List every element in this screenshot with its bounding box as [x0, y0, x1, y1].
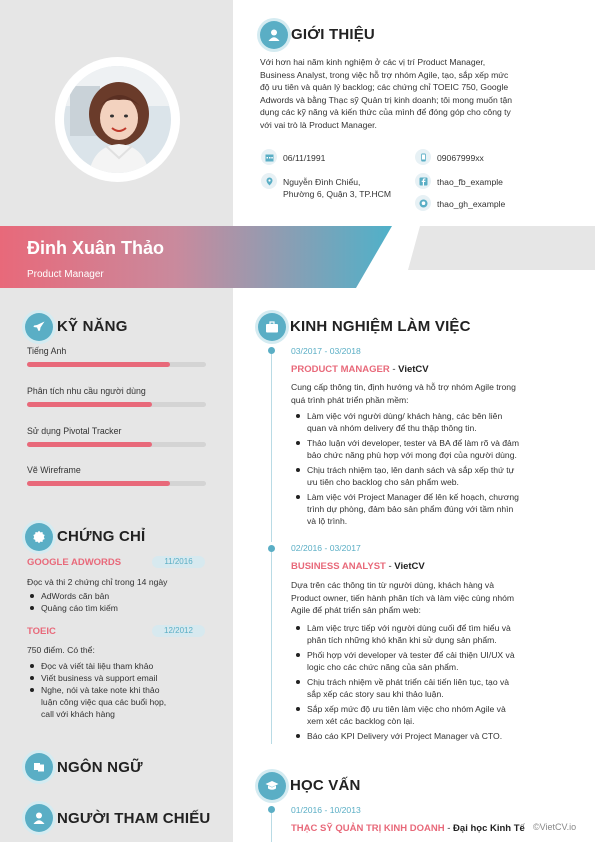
- job-summary: Cung cấp thông tin, định hướng và hỗ trợ nhóm Agile trong quá trình phát triển phần mềm:: [291, 382, 516, 405]
- banner-decoration: [408, 226, 595, 270]
- briefcase-icon: [258, 313, 286, 341]
- references-title: NGƯỜI THAM CHIẾU: [57, 810, 211, 827]
- birthday: 06/11/1991: [283, 153, 326, 163]
- github-icon: [415, 195, 431, 211]
- skill-label: Vẽ Wireframe: [27, 465, 81, 475]
- timeline-dot: [268, 806, 275, 813]
- skill-label: Phân tích nhu cầu người dùng: [27, 386, 146, 396]
- intro-text: Với hơn hai năm kinh nghiệm ở các vị trí Product Manager, Business Analyst, trong việc hỗ trợ nhóm Agile, tạo, sắp xếp mức độ ưu tiên và quản lý backlog; các chứng chỉ TOEIC 750, Google Adwords và bằng Thạc sỹ Quản trị kinh doanh; tôi mong muốn tận dụng các kỹ năng và kiến thức của mình để đóng góp cho công ty với vai trò là Product Manager.: [260, 57, 513, 130]
- certs-title: CHỨNG CHỈ: [57, 528, 146, 545]
- cert-bullets: Đọc và viết tài liệu tham khảo Viết business và support email Nghe, nói và take note khi thảo luận công việc qua các buổi họp, call với khách hàng: [27, 660, 222, 720]
- timeline-dot: [268, 347, 275, 354]
- skills-title: KỸ NĂNG: [57, 318, 128, 335]
- cert-bullets: AdWords căn bản Quảng cáo tìm kiếm: [27, 590, 217, 614]
- address: Nguyễn Đình Chiểu, Phường 6, Quận 3, TP.HCM: [283, 177, 392, 199]
- avatar: [64, 66, 171, 173]
- github[interactable]: thao_gh_example: [437, 199, 506, 209]
- cert-desc: Đọc và thi 2 chứng chỉ trong 14 ngày: [27, 577, 168, 587]
- job-bullets: Làm việc trực tiếp với người dùng cuối để tìm hiểu và phân tích những khó khăn khi sử dụng sản phẩm. Phối hợp với developer và tester để cải thiện UI/UX và logic cho các chức năng của sản phẩm. Chịu trách nhiệm về phát triển cải tiến liên tục, tạo và sắp xếp các story sau khi thảo luận. Sắp xếp mức độ ưu tiên làm việc cho nhóm Agile và xem xét các backlog còn lại. Báo cáo KPI Delivery với Project Manager và CTO.: [293, 622, 583, 742]
- job-date: 03/2017 - 03/2018: [291, 346, 361, 356]
- facebook-icon: [415, 173, 431, 189]
- job-title: PRODUCT MANAGER - VietCV: [291, 364, 429, 375]
- timeline-line: [271, 350, 272, 542]
- facebook[interactable]: thao_fb_example: [437, 177, 503, 187]
- skill-bar: [27, 481, 206, 486]
- skill-label: Sử dụng Pivotal Tracker: [27, 426, 122, 436]
- job-bullets: Làm việc với người dùng/ khách hàng, các bên liên quan và nhóm delivery để thu thập thông tin. Thảo luận với developer, tester và BA để làm rõ và đảm bảo chức năng phù hợp với mong đợi của người dùng. Chịu trách nhiệm tạo, lên danh sách và sắp xếp thứ tự ưu tiên cho backlog cho sản phẩm web. Làm việc với Project Manager để lên kế hoạch, chương trình dự phòng, đảm bảo sản phẩm đúng với tầm nhìn và lộ trình.: [293, 410, 583, 527]
- user-icon: [25, 804, 53, 832]
- rocket-icon: [25, 313, 53, 341]
- cert-name: GOOGLE ADWORDS: [27, 557, 122, 568]
- candidate-role: Product Manager: [27, 269, 104, 280]
- job-date: 02/2016 - 03/2017: [291, 543, 361, 553]
- person-icon: [260, 21, 288, 49]
- calendar-icon: [261, 149, 277, 165]
- skill-label: Tiếng Anh: [27, 346, 67, 356]
- skill-bar: [27, 442, 206, 447]
- language-icon: [25, 753, 53, 781]
- timeline-line: [271, 549, 272, 744]
- timeline-dot: [268, 545, 275, 552]
- edu-date: 01/2016 - 10/2013: [291, 805, 361, 815]
- phone: 09067999xx: [437, 153, 484, 163]
- experience-title: KINH NGHIỆM LÀM VIỆC: [290, 318, 471, 335]
- graduation-cap-icon: [258, 772, 286, 800]
- job-summary: Dựa trên các thông tin từ người dùng, khách hàng và Product owner, tiến hành phân tích và làm việc cùng nhóm Agile để phát triển sản phẩm web:: [291, 580, 515, 615]
- edu-title: THẠC SỸ QUẢN TRỊ KINH DOANH - Đại học Kinh Tế: [291, 823, 525, 834]
- location-icon: [261, 173, 277, 189]
- candidate-name: Đinh Xuân Thảo: [27, 238, 164, 258]
- phone-icon: [415, 149, 431, 165]
- education-title: HỌC VẤN: [290, 777, 361, 794]
- badge-icon: [25, 523, 53, 551]
- watermark: ©VietCV.io: [533, 822, 577, 832]
- cert-date: 11/2016: [152, 556, 205, 568]
- cert-desc: 750 điểm. Có thể:: [27, 645, 95, 655]
- cert-date: 12/2012: [152, 625, 205, 637]
- cert-name: TOEIC: [27, 626, 56, 637]
- skill-bar: [27, 362, 206, 367]
- skill-bar: [27, 402, 206, 407]
- job-title: BUSINESS ANALYST - VietCV: [291, 561, 425, 572]
- intro-title: GIỚI THIỆU: [291, 26, 375, 43]
- languages-title: NGÔN NGỮ: [57, 759, 143, 776]
